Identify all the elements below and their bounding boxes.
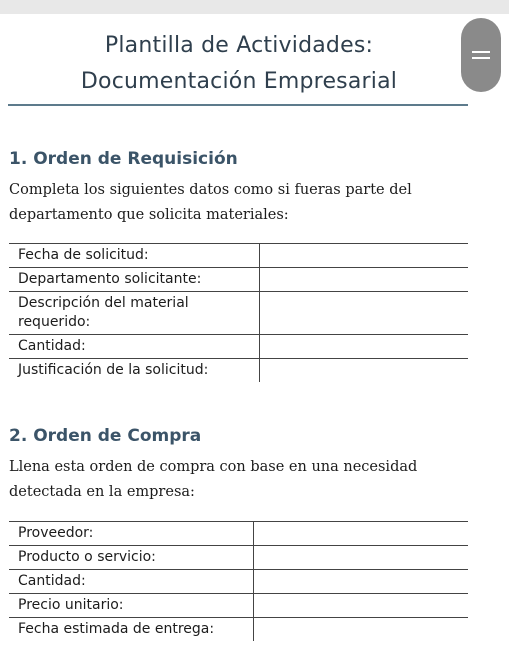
table-row [9, 292, 468, 335]
field-label: Producto o servicio: [9, 546, 254, 570]
field-value[interactable] [254, 570, 469, 594]
field-label: Departamento solicitante: [9, 268, 260, 292]
field-label: Precio unitario: [9, 594, 254, 618]
field-value[interactable] [254, 546, 469, 570]
field-label: Cantidad: [9, 335, 260, 359]
field-value[interactable] [260, 244, 469, 268]
requisition-form-table [9, 243, 468, 382]
table-row [9, 546, 468, 570]
table-row [9, 570, 468, 594]
table-row [9, 244, 468, 268]
document-title-line-2: Documentación Empresarial [80, 69, 398, 94]
field-label: Fecha estimada de entrega: [9, 618, 254, 642]
field-value[interactable] [254, 594, 469, 618]
purchase-order-form-table [9, 521, 468, 641]
scroll-handle[interactable] [461, 18, 501, 92]
section-heading-compra: 2. Orden de Compra [9, 426, 202, 446]
section-instructions-compra: Llena esta orden de compra con base en una necesidad detectada en la empresa: [9, 459, 418, 500]
title-divider [8, 104, 468, 106]
field-value[interactable] [254, 522, 469, 546]
grip-line-icon [472, 51, 490, 53]
table-row [9, 268, 468, 292]
table-row [9, 522, 468, 546]
document-title-line-1: Plantilla de Actividades: [104, 33, 374, 58]
field-value[interactable] [254, 618, 469, 642]
field-value[interactable] [260, 292, 469, 335]
table-row [9, 335, 468, 359]
field-label: Justificación de la solicitud: [9, 359, 260, 383]
field-label: Cantidad: [9, 570, 254, 594]
top-edge-strip [0, 0, 509, 14]
section-instructions-requisicion: Completa los siguientes datos como si fueras parte del departamento que solicita materiales: [9, 182, 412, 223]
table-row [9, 618, 468, 642]
field-label: Descripción del material requerido: [9, 292, 260, 335]
field-value[interactable] [260, 335, 469, 359]
field-value[interactable] [260, 359, 469, 383]
section-heading-requisicion: 1. Orden de Requisición [9, 149, 238, 169]
grip-line-icon [472, 57, 490, 59]
table-row [9, 594, 468, 618]
field-value[interactable] [260, 268, 469, 292]
field-label: Proveedor: [9, 522, 254, 546]
table-row [9, 359, 468, 383]
field-label: Fecha de solicitud: [9, 244, 260, 268]
